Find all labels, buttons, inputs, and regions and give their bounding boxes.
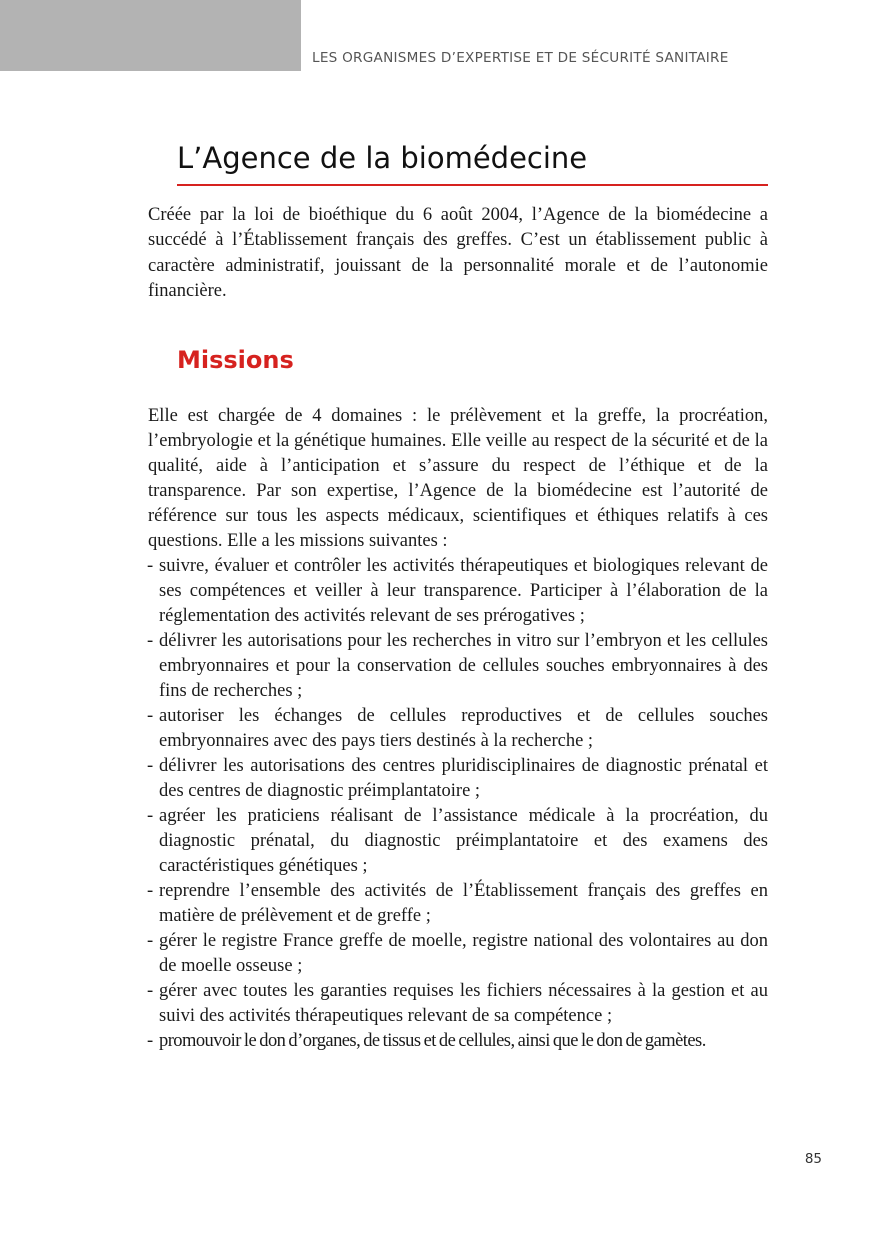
list-item-text: gérer avec toutes les garanties requises les fichiers nécessaires à la gestion et au suivi des activités thérapeutiques relevant de sa compétence ; bbox=[159, 981, 768, 1026]
list-bullet: - bbox=[147, 631, 154, 651]
list-bullet: - bbox=[147, 806, 154, 826]
list-item-text: promouvoir le don d’organes, de tissus et de cellules, ainsi que le don de gamètes. bbox=[159, 1031, 706, 1051]
page-title: L’Agence de la biomédecine bbox=[177, 141, 588, 175]
list-item bbox=[148, 1029, 768, 1054]
list-bullet: - bbox=[147, 931, 154, 951]
list-bullet: - bbox=[147, 756, 154, 776]
page-number: 85 bbox=[804, 1151, 822, 1167]
list-item bbox=[148, 929, 768, 979]
list-item bbox=[148, 554, 768, 629]
list-item-text: autoriser les échanges de cellules reproductives et de cellules souches embryonnaires avec des pays tiers destinés à la recherche ; bbox=[159, 706, 768, 751]
list-item bbox=[148, 804, 768, 879]
missions-list bbox=[148, 554, 768, 1054]
section-heading-missions: Missions bbox=[177, 346, 294, 374]
list-item-text: délivrer les autorisations pour les recherches in vitro sur l’embryon et les cellules embryonnaires et pour la conservation de cellules souches embryonnaires à des fins de recherches ; bbox=[159, 631, 768, 701]
list-bullet: - bbox=[147, 706, 154, 726]
list-item bbox=[148, 754, 768, 804]
list-item bbox=[148, 879, 768, 929]
list-item-text: suivre, évaluer et contrôler les activités thérapeutiques et biologiques relevant de ses compétences et veiller à leur transparence. Participer à l’élaboration de la réglementation des activités relevant de ses prérogatives ; bbox=[159, 556, 768, 626]
running-header: LES ORGANISMES D’EXPERTISE ET DE SÉCURITÉ SANITAIRE bbox=[312, 50, 729, 66]
missions-paragraph: Elle est chargée de 4 domaines : le prélèvement et la greffe, la procréation, l’embryologie et la génétique humaines. Elle veille au respect de la sécurité et de la qualité, aide à l’anticipation et s’assure du respect de l’éthique et de la transparence. Par son expertise, l’Agence de la biomédecine est l’autorité de référence sur tous les aspects médicaux, scientifiques et éthiques relatifs à ces questions. Elle a les missions suivantes : bbox=[148, 406, 768, 551]
list-item-text: délivrer les autorisations des centres pluridisciplinaires de diagnostic prénatal et des centres de diagnostic préimplantatoire ; bbox=[159, 756, 768, 801]
list-item-text: gérer le registre France greffe de moelle, registre national des volontaires au don de moelle osseuse ; bbox=[159, 931, 768, 976]
list-bullet: - bbox=[147, 981, 154, 1001]
list-item bbox=[148, 704, 768, 754]
list-bullet: - bbox=[147, 556, 154, 576]
list-item-text: agréer les praticiens réalisant de l’assistance médicale à la procréation, du diagnostic prénatal, du diagnostic préimplantatoire et des examens des caractéristiques génétiques ; bbox=[159, 806, 768, 876]
list-bullet: - bbox=[147, 1031, 153, 1051]
list-item bbox=[148, 629, 768, 704]
title-underline bbox=[177, 184, 768, 186]
list-item bbox=[148, 979, 768, 1029]
list-item-text: reprendre l’ensemble des activités de l’Établissement français des greffes en matière de prélèvement et de greffe ; bbox=[159, 881, 768, 926]
header-corner-block bbox=[0, 0, 301, 71]
list-bullet: - bbox=[147, 881, 154, 901]
intro-paragraph: Créée par la loi de bioéthique du 6 août 2004, l’Agence de la biomédecine a succédé à l’Établissement français des greffes. C’est un établissement public à caractère administratif, jouissant de la personnalité morale et de l’autonomie financière. bbox=[148, 205, 768, 301]
